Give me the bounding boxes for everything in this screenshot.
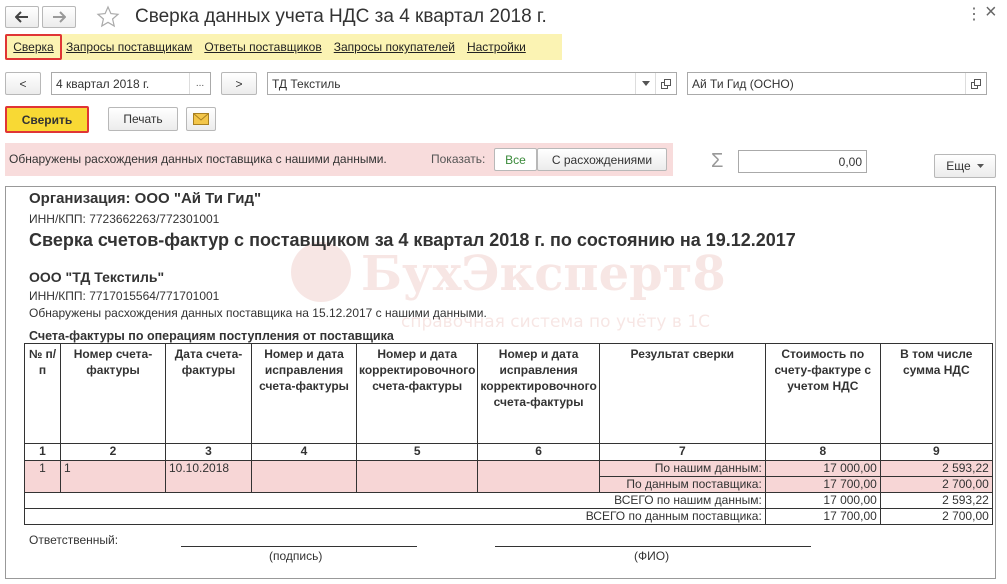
- col-header: В том числе сумма НДС: [880, 344, 992, 444]
- col-header: Дата счета-фактуры: [166, 344, 252, 444]
- total-our-label: ВСЕГО по нашим данным:: [25, 493, 766, 509]
- invoice-date: 10.10.2018: [166, 461, 252, 493]
- email-button[interactable]: [186, 107, 216, 131]
- signature-line: [181, 546, 417, 547]
- period-select-button[interactable]: ...: [189, 73, 210, 94]
- report-title: Сверка счетов-фактур с поставщиком за 4 квартал 2018 г. по состоянию на 19.12.2017: [29, 230, 796, 250]
- envelope-icon: [193, 113, 209, 125]
- tab-links: [66, 40, 538, 54]
- show-label: Показать:: [431, 152, 486, 166]
- col-header: Результат сверки: [599, 344, 765, 444]
- col-number: 4: [252, 444, 357, 461]
- invoice-number: 1: [61, 461, 166, 493]
- sum-value: 0,00: [838, 154, 862, 169]
- period-next-button[interactable]: >: [221, 72, 257, 95]
- col-number: 6: [478, 444, 599, 461]
- more-button-label: Еще: [946, 159, 971, 173]
- show-all-label: Все: [505, 152, 526, 167]
- open-icon: [971, 79, 981, 89]
- open-icon: [661, 79, 671, 89]
- adjustment-correction-cell: [478, 461, 599, 493]
- col-header: Номер и дата исправления корректировочного счета-фактуры: [478, 344, 599, 444]
- col-header: Номер счета-фактуры: [61, 344, 166, 444]
- forward-button[interactable]: [42, 6, 76, 28]
- show-all-toggle[interactable]: [494, 148, 537, 171]
- tab-supplier-requests[interactable]: Запросы поставщикам: [66, 40, 193, 54]
- supplier-cost: 17 700,00: [765, 477, 880, 493]
- supplier-vat: 2 700,00: [880, 477, 992, 493]
- sum-field: [738, 150, 867, 173]
- table-row: [25, 461, 993, 477]
- total-our-cost: 17 000,00: [765, 493, 880, 509]
- watermark-title: БухЭксперт8: [361, 246, 726, 302]
- show-differences-toggle[interactable]: С расхождениями: [537, 148, 667, 171]
- col-number: 3: [166, 444, 252, 461]
- tab-supplier-replies[interactable]: Ответы поставщиков: [204, 40, 322, 54]
- report-organization: Организация: ООО "Ай Ти Гид": [29, 190, 262, 207]
- arrow-right-icon: [52, 11, 66, 23]
- watermark-subtitle: справочная система по учёту в 1С: [401, 312, 711, 332]
- col-number: 7: [599, 444, 765, 461]
- supplier-data-label: По данным поставщика:: [599, 477, 765, 493]
- col-header: Номер и дата исправления счета-фактуры: [252, 344, 357, 444]
- counterparty-dropdown-button[interactable]: [635, 73, 656, 94]
- more-menu-icon[interactable]: ⋮: [966, 6, 982, 23]
- reconcile-button-label: Сверить: [21, 112, 73, 127]
- report-supplier-inn: ИНН/КПП: 7717015564/771701001: [29, 289, 220, 303]
- row-number: 1: [25, 461, 61, 493]
- col-number: 5: [357, 444, 478, 461]
- counterparty-field[interactable]: [267, 72, 677, 95]
- more-button[interactable]: [934, 154, 996, 178]
- invoice-table: [24, 343, 993, 525]
- responsible-label: Ответственный:: [29, 533, 119, 547]
- total-row: [25, 509, 993, 525]
- period-prev-button[interactable]: <: [5, 72, 41, 95]
- col-number: 2: [61, 444, 166, 461]
- col-number: 9: [880, 444, 992, 461]
- tab-reconcile-label: Сверка: [13, 40, 54, 54]
- reconcile-button[interactable]: [5, 106, 89, 133]
- close-icon[interactable]: ×: [985, 1, 997, 23]
- back-button[interactable]: [5, 6, 39, 28]
- star-icon[interactable]: [96, 5, 120, 29]
- signature-caption: (подпись): [269, 549, 323, 563]
- status-message: Обнаружены расхождения данных поставщика с нашими данными.: [9, 152, 387, 166]
- col-number: 8: [765, 444, 880, 461]
- arrow-left-icon: [15, 11, 29, 23]
- adjustment-cell: [357, 461, 478, 493]
- print-button[interactable]: Печать: [108, 107, 178, 131]
- period-value: 4 квартал 2018 г.: [56, 76, 150, 91]
- counterparty-value: ТД Текстиль: [272, 76, 341, 91]
- correction-cell: [252, 461, 357, 493]
- organization-field[interactable]: [687, 72, 987, 95]
- fio-caption: (ФИО): [634, 549, 670, 563]
- organization-open-button[interactable]: [965, 73, 986, 94]
- column-number-row: [25, 444, 993, 461]
- tab-settings[interactable]: Настройки: [466, 40, 526, 54]
- period-field[interactable]: [51, 72, 211, 95]
- total-supplier-vat: 2 700,00: [880, 509, 992, 525]
- report-document[interactable]: [5, 186, 996, 579]
- chevron-down-icon: [977, 164, 984, 169]
- report-found-note: Обнаружены расхождения данных поставщика на 15.12.2017 с нашими данными.: [29, 306, 487, 320]
- total-supplier-cost: 17 700,00: [765, 509, 880, 525]
- tab-reconcile[interactable]: [5, 34, 62, 60]
- col-header: Стоимость по счету-фактуре с учетом НДС: [765, 344, 880, 444]
- report-org-inn: ИНН/КПП: 7723662263/772301001: [29, 212, 220, 226]
- our-data-label: По нашим данным:: [599, 461, 765, 477]
- tab-buyer-requests[interactable]: Запросы покупателей: [333, 40, 455, 54]
- total-our-vat: 2 593,22: [880, 493, 992, 509]
- report-section-title: Счета-фактуры по операциям поступления от поставщика: [29, 329, 394, 343]
- report-supplier: ООО "ТД Текстиль": [29, 269, 165, 285]
- total-row: [25, 493, 993, 509]
- col-number: 1: [25, 444, 61, 461]
- sigma-icon: Σ: [711, 150, 724, 172]
- fio-line: [495, 546, 811, 547]
- counterparty-open-button[interactable]: [655, 73, 676, 94]
- organization-value: Ай Ти Гид (ОСНО): [692, 76, 794, 91]
- col-header: Номер и дата корректировочного счета-фактуры: [357, 344, 478, 444]
- window-title: Сверка данных учета НДС за 4 квартал 2018 г.: [135, 6, 547, 27]
- chevron-down-icon: [642, 81, 650, 87]
- our-cost: 17 000,00: [765, 461, 880, 477]
- total-supplier-label: ВСЕГО по данным поставщика:: [25, 509, 766, 525]
- table-header-row: [25, 344, 993, 444]
- col-header: № п/п: [25, 344, 61, 444]
- our-vat: 2 593,22: [880, 461, 992, 477]
